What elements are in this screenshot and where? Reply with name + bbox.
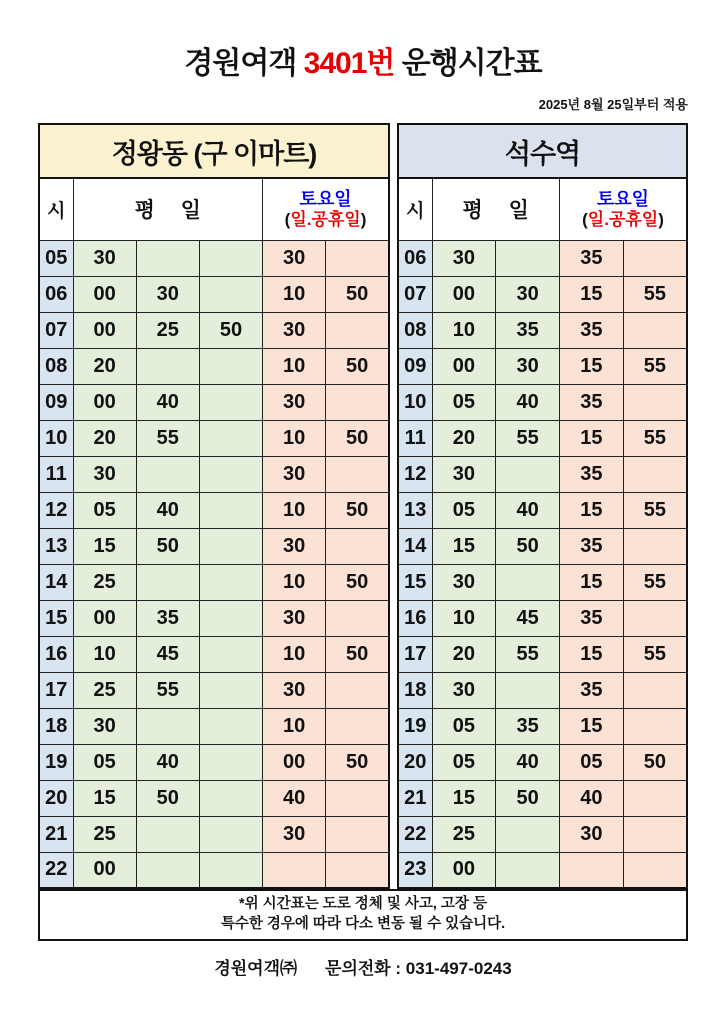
column-header-row <box>398 178 687 240</box>
weekday-time-cell <box>136 456 199 492</box>
saturday-time-cell: 50 <box>326 492 389 528</box>
saturday-time-cell: 50 <box>326 276 389 312</box>
table-row <box>39 744 389 780</box>
saturday-time-cell: 15 <box>560 708 624 744</box>
weekday-time-cell: 30 <box>432 672 496 708</box>
terminal-name-right: 석수역 <box>397 123 688 179</box>
weekday-time-cell <box>496 564 560 600</box>
saturday-time-cell: 55 <box>623 492 687 528</box>
hour-cell: 05 <box>39 240 73 276</box>
weekday-time-cell: 40 <box>136 744 199 780</box>
saturday-time-cell <box>326 672 389 708</box>
hour-cell: 10 <box>39 420 73 456</box>
notice-line-1: *위 시간표는 도로 정체 및 사고, 고장 등 <box>239 896 487 912</box>
hour-cell: 17 <box>398 636 432 672</box>
saturday-time-cell: 30 <box>263 600 326 636</box>
weekday-time-cell <box>199 780 262 816</box>
weekday-time-cell: 35 <box>496 708 560 744</box>
saturday-time-cell <box>623 816 687 852</box>
weekday-time-cell: 30 <box>496 348 560 384</box>
saturday-time-cell <box>560 852 624 888</box>
weekday-time-cell <box>496 816 560 852</box>
saturday-time-cell: 35 <box>560 312 624 348</box>
hour-cell: 11 <box>39 456 73 492</box>
saturday-time-cell: 35 <box>560 240 624 276</box>
weekday-time-cell <box>496 456 560 492</box>
table-row <box>398 672 687 708</box>
notice-box <box>38 889 688 941</box>
table-row <box>39 492 389 528</box>
table-row <box>398 276 687 312</box>
weekday-time-cell: 30 <box>496 276 560 312</box>
table-row <box>39 564 389 600</box>
saturday-time-cell: 10 <box>263 708 326 744</box>
table-row <box>398 708 687 744</box>
table-row <box>398 780 687 816</box>
saturday-time-cell <box>326 852 389 888</box>
saturday-time-cell: 40 <box>560 780 624 816</box>
title-label: 운행시간표 <box>401 47 542 80</box>
table-row <box>39 348 389 384</box>
saturday-time-cell: 35 <box>560 600 624 636</box>
terminal-name-left: 정왕동 (구 이마트) <box>38 123 390 179</box>
saturday-time-cell: 50 <box>326 636 389 672</box>
saturday-time-cell: 30 <box>263 672 326 708</box>
saturday-time-cell: 10 <box>263 420 326 456</box>
notice-line-2: 특수한 경우에 따라 다소 변동 될 수 있습니다. <box>220 915 506 932</box>
saturday-time-cell: 55 <box>623 420 687 456</box>
weekday-time-cell: 05 <box>432 492 496 528</box>
weekday-time-cell: 15 <box>432 780 496 816</box>
weekday-time-cell: 05 <box>432 384 496 420</box>
weekday-time-cell: 25 <box>432 816 496 852</box>
hour-cell: 20 <box>398 744 432 780</box>
weekday-time-cell <box>136 852 199 888</box>
saturday-time-cell <box>326 528 389 564</box>
weekday-time-cell: 50 <box>496 780 560 816</box>
hour-cell: 21 <box>398 780 432 816</box>
weekday-time-cell: 10 <box>73 636 136 672</box>
weekday-time-cell: 40 <box>136 492 199 528</box>
page-title <box>38 38 688 82</box>
saturday-time-cell: 05 <box>560 744 624 780</box>
weekday-time-cell <box>199 420 262 456</box>
timetables-container <box>38 123 688 889</box>
hour-cell: 06 <box>39 276 73 312</box>
hour-column-header: 시 <box>398 178 432 240</box>
hour-column-header: 시 <box>39 178 73 240</box>
table-row <box>39 420 389 456</box>
saturday-time-cell <box>623 240 687 276</box>
saturday-time-cell <box>326 456 389 492</box>
table-row <box>398 348 687 384</box>
saturday-time-cell: 15 <box>560 564 624 600</box>
saturday-time-cell <box>326 708 389 744</box>
weekday-time-cell <box>136 708 199 744</box>
weekday-time-cell <box>199 348 262 384</box>
weekday-time-cell <box>199 492 262 528</box>
saturday-time-cell: 30 <box>263 528 326 564</box>
timetable-jeongwangdong <box>38 123 390 889</box>
saturday-time-cell <box>326 384 389 420</box>
hour-cell: 11 <box>398 420 432 456</box>
saturday-time-cell: 55 <box>623 636 687 672</box>
weekday-time-cell <box>136 348 199 384</box>
hour-cell: 22 <box>39 852 73 888</box>
table-row <box>398 816 687 852</box>
weekday-time-cell: 15 <box>73 528 136 564</box>
hour-cell: 13 <box>39 528 73 564</box>
weekday-column-header: 평 일 <box>432 178 560 240</box>
hour-cell: 12 <box>398 456 432 492</box>
saturday-time-cell <box>623 600 687 636</box>
weekday-time-cell <box>496 672 560 708</box>
table-row <box>39 384 389 420</box>
saturday-time-cell: 35 <box>560 384 624 420</box>
weekday-time-cell: 55 <box>136 420 199 456</box>
saturday-time-cell: 15 <box>560 492 624 528</box>
weekday-time-cell <box>496 852 560 888</box>
weekday-time-cell: 30 <box>73 456 136 492</box>
weekday-time-cell <box>199 744 262 780</box>
saturday-time-cell: 55 <box>623 348 687 384</box>
table-row <box>398 492 687 528</box>
saturday-time-cell: 15 <box>560 348 624 384</box>
hour-cell: 16 <box>398 600 432 636</box>
table-row <box>398 240 687 276</box>
contact-company: 경원여객㈜ <box>214 959 298 979</box>
weekday-time-cell: 05 <box>432 708 496 744</box>
weekday-time-cell: 45 <box>496 600 560 636</box>
table-row <box>39 528 389 564</box>
hour-cell: 06 <box>398 240 432 276</box>
weekday-time-cell: 55 <box>496 636 560 672</box>
saturday-time-cell: 30 <box>560 816 624 852</box>
table-row <box>398 528 687 564</box>
hour-cell: 14 <box>398 528 432 564</box>
saturday-time-cell: 00 <box>263 744 326 780</box>
table-row <box>398 852 687 888</box>
table-row <box>39 780 389 816</box>
weekday-time-cell: 40 <box>496 492 560 528</box>
weekday-time-cell: 35 <box>496 312 560 348</box>
contact-line <box>38 954 688 979</box>
hour-cell: 18 <box>39 708 73 744</box>
saturday-time-cell: 55 <box>623 276 687 312</box>
weekday-time-cell: 25 <box>73 672 136 708</box>
weekday-time-cell: 20 <box>432 636 496 672</box>
table-row <box>398 312 687 348</box>
saturday-time-cell: 50 <box>326 564 389 600</box>
saturday-time-cell: 55 <box>623 564 687 600</box>
table-row <box>398 636 687 672</box>
hour-cell: 19 <box>398 708 432 744</box>
timetable-table-left <box>38 177 390 889</box>
hour-cell: 10 <box>398 384 432 420</box>
saturday-time-cell: 50 <box>326 420 389 456</box>
weekday-time-cell: 20 <box>432 420 496 456</box>
route-number: 3401번 <box>303 47 395 80</box>
weekday-time-cell: 05 <box>432 744 496 780</box>
table-row <box>398 420 687 456</box>
weekday-time-cell: 30 <box>73 708 136 744</box>
hour-cell: 15 <box>39 600 73 636</box>
saturday-time-cell <box>326 780 389 816</box>
hour-cell: 13 <box>398 492 432 528</box>
saturday-time-cell: 35 <box>560 456 624 492</box>
saturday-time-cell <box>623 384 687 420</box>
saturday-time-cell: 50 <box>326 348 389 384</box>
weekday-time-cell <box>199 816 262 852</box>
weekday-time-cell: 15 <box>73 780 136 816</box>
table-row <box>39 456 389 492</box>
hour-cell: 14 <box>39 564 73 600</box>
saturday-time-cell: 30 <box>263 816 326 852</box>
weekday-time-cell: 00 <box>432 348 496 384</box>
weekday-time-cell: 30 <box>432 456 496 492</box>
saturday-time-cell <box>623 780 687 816</box>
saturday-time-cell: 30 <box>263 384 326 420</box>
saturday-holiday-column-header: 토요일 (일.공휴일) <box>560 178 688 240</box>
weekday-time-cell: 55 <box>136 672 199 708</box>
weekday-time-cell <box>496 240 560 276</box>
saturday-time-cell <box>623 456 687 492</box>
weekday-time-cell: 40 <box>136 384 199 420</box>
saturday-time-cell <box>326 816 389 852</box>
table-row <box>398 600 687 636</box>
table-row <box>39 240 389 276</box>
hour-cell: 07 <box>39 312 73 348</box>
saturday-time-cell: 50 <box>623 744 687 780</box>
saturday-time-cell <box>326 312 389 348</box>
hour-cell: 23 <box>398 852 432 888</box>
hour-cell: 18 <box>398 672 432 708</box>
saturday-time-cell <box>623 708 687 744</box>
weekday-time-cell <box>199 600 262 636</box>
weekday-time-cell <box>199 384 262 420</box>
table-row <box>39 816 389 852</box>
saturday-holiday-column-header: 토요일 (일.공휴일) <box>263 178 389 240</box>
hour-cell: 09 <box>39 384 73 420</box>
weekday-time-cell: 50 <box>496 528 560 564</box>
table-row <box>398 456 687 492</box>
weekday-time-cell <box>136 816 199 852</box>
saturday-time-cell: 35 <box>560 672 624 708</box>
weekday-column-header: 평 일 <box>73 178 263 240</box>
table-row <box>39 708 389 744</box>
weekday-time-cell: 50 <box>199 312 262 348</box>
weekday-time-cell <box>199 240 262 276</box>
weekday-time-cell: 50 <box>136 780 199 816</box>
table-row <box>39 672 389 708</box>
contact-phone: 문의전화 : 031-497-0243 <box>325 959 512 979</box>
weekday-time-cell: 10 <box>432 312 496 348</box>
saturday-time-cell <box>263 852 326 888</box>
timetable-table-right <box>397 177 688 889</box>
hour-cell: 12 <box>39 492 73 528</box>
weekday-time-cell: 35 <box>136 600 199 636</box>
weekday-time-cell: 25 <box>73 816 136 852</box>
weekday-time-cell: 25 <box>73 564 136 600</box>
weekday-time-cell: 00 <box>73 852 136 888</box>
weekday-time-cell: 05 <box>73 492 136 528</box>
table-row <box>398 384 687 420</box>
saturday-time-cell: 15 <box>560 636 624 672</box>
weekday-time-cell <box>199 672 262 708</box>
saturday-time-cell: 10 <box>263 636 326 672</box>
weekday-time-cell: 00 <box>73 276 136 312</box>
saturday-time-cell: 30 <box>263 312 326 348</box>
company-name: 경원여객 <box>184 47 297 80</box>
weekday-time-cell: 00 <box>73 312 136 348</box>
hour-cell: 19 <box>39 744 73 780</box>
hour-cell: 16 <box>39 636 73 672</box>
weekday-time-cell <box>136 240 199 276</box>
saturday-time-cell: 10 <box>263 276 326 312</box>
table-row <box>39 852 389 888</box>
saturday-time-cell: 40 <box>263 780 326 816</box>
saturday-time-cell <box>623 672 687 708</box>
saturday-time-cell: 30 <box>263 240 326 276</box>
table-row <box>39 636 389 672</box>
saturday-time-cell: 10 <box>263 492 326 528</box>
weekday-time-cell <box>199 456 262 492</box>
weekday-time-cell: 30 <box>432 240 496 276</box>
table-row <box>398 564 687 600</box>
weekday-time-cell: 05 <box>73 744 136 780</box>
table-row <box>398 744 687 780</box>
weekday-time-cell: 55 <box>496 420 560 456</box>
hour-cell: 20 <box>39 780 73 816</box>
saturday-time-cell <box>623 312 687 348</box>
weekday-time-cell: 30 <box>432 564 496 600</box>
table-row <box>39 312 389 348</box>
hour-cell: 22 <box>398 816 432 852</box>
weekday-time-cell <box>199 276 262 312</box>
hour-cell: 17 <box>39 672 73 708</box>
saturday-time-cell: 30 <box>263 456 326 492</box>
saturday-time-cell: 35 <box>560 528 624 564</box>
saturday-time-cell <box>623 528 687 564</box>
timetable-seoksu <box>397 123 688 889</box>
saturday-time-cell: 15 <box>560 420 624 456</box>
weekday-time-cell: 25 <box>136 312 199 348</box>
hour-cell: 09 <box>398 348 432 384</box>
weekday-time-cell: 40 <box>496 744 560 780</box>
saturday-time-cell: 10 <box>263 564 326 600</box>
weekday-time-cell: 40 <box>496 384 560 420</box>
saturday-time-cell: 50 <box>326 744 389 780</box>
hour-cell: 07 <box>398 276 432 312</box>
weekday-time-cell <box>199 528 262 564</box>
saturday-time-cell <box>623 852 687 888</box>
weekday-time-cell: 45 <box>136 636 199 672</box>
weekday-time-cell: 20 <box>73 348 136 384</box>
weekday-time-cell: 50 <box>136 528 199 564</box>
weekday-time-cell: 15 <box>432 528 496 564</box>
saturday-time-cell <box>326 240 389 276</box>
weekday-time-cell <box>199 636 262 672</box>
hour-cell: 21 <box>39 816 73 852</box>
weekday-time-cell <box>199 708 262 744</box>
saturday-time-cell <box>326 600 389 636</box>
weekday-time-cell: 30 <box>136 276 199 312</box>
weekday-time-cell: 00 <box>73 600 136 636</box>
weekday-time-cell: 20 <box>73 420 136 456</box>
saturday-time-cell: 10 <box>263 348 326 384</box>
table-row <box>39 600 389 636</box>
hour-cell: 08 <box>398 312 432 348</box>
weekday-time-cell: 00 <box>73 384 136 420</box>
weekday-time-cell <box>199 564 262 600</box>
weekday-time-cell <box>136 564 199 600</box>
effective-date: 2025년 8월 25일부터 적용 <box>538 97 688 112</box>
weekday-time-cell <box>199 852 262 888</box>
column-header-row <box>39 178 389 240</box>
hour-cell: 08 <box>39 348 73 384</box>
weekday-time-cell: 00 <box>432 276 496 312</box>
saturday-time-cell: 15 <box>560 276 624 312</box>
weekday-time-cell: 00 <box>432 852 496 888</box>
hour-cell: 15 <box>398 564 432 600</box>
table-row <box>39 276 389 312</box>
weekday-time-cell: 10 <box>432 600 496 636</box>
weekday-time-cell: 30 <box>73 240 136 276</box>
